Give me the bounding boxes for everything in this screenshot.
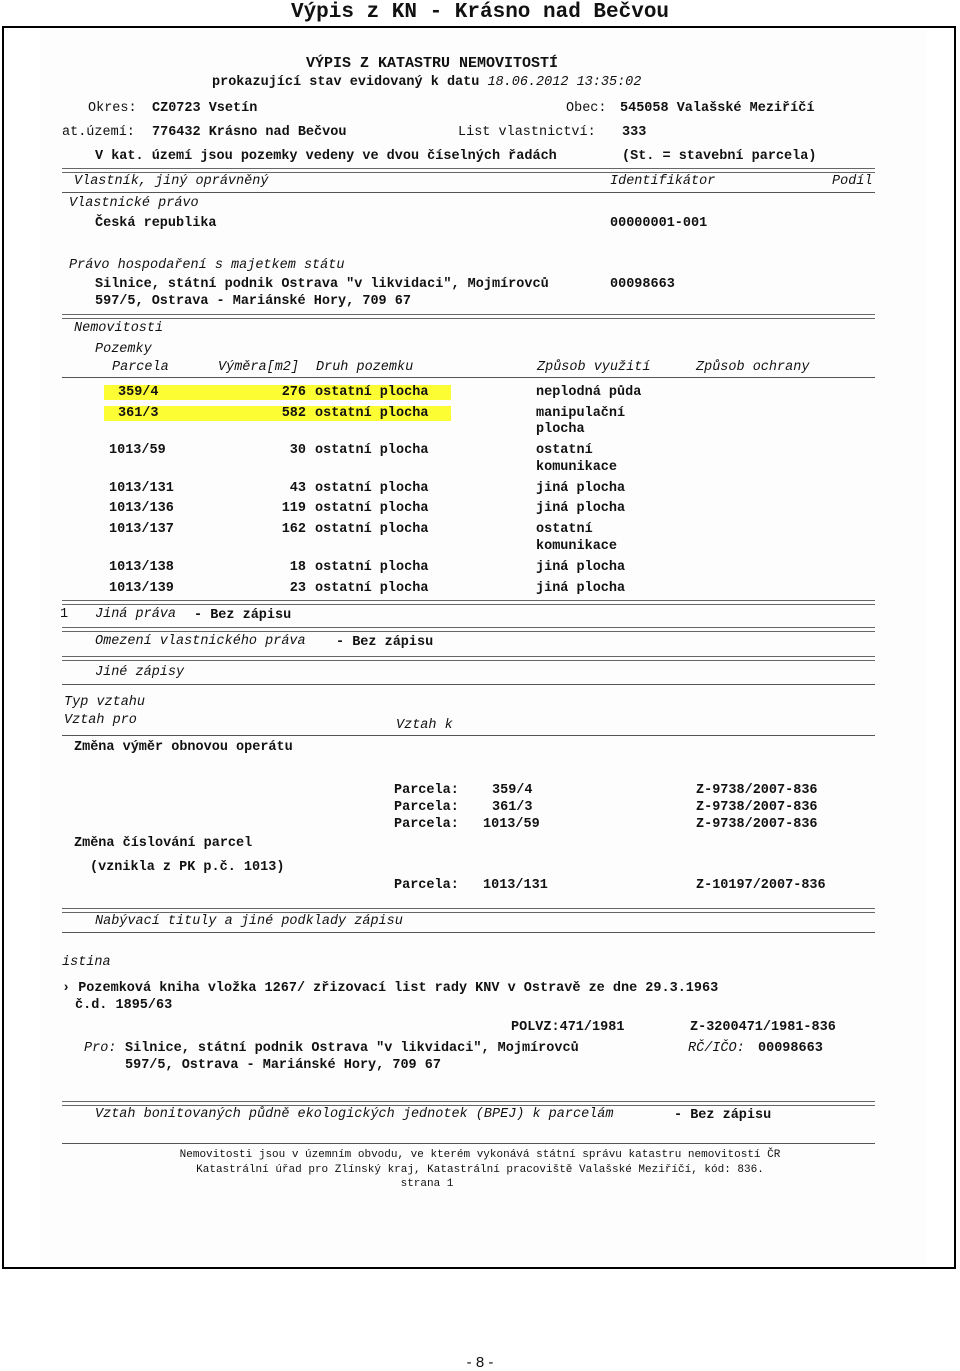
ku-label: at.území: — [62, 125, 135, 140]
parcel-number: 1013/59 — [109, 443, 166, 458]
parcel-number: 1013/137 — [109, 522, 174, 537]
parcel-kind: ostatní plocha — [315, 443, 429, 458]
header-zpusob-ochrany: Způsob ochrany — [696, 360, 810, 375]
rc-value: 00098663 — [758, 1041, 823, 1056]
divider — [62, 735, 875, 736]
vznikla-note: (vznikla z PK p.č. 1013) — [90, 860, 285, 875]
divider — [62, 1101, 875, 1106]
okres-value: CZ0723 Vsetín — [152, 101, 258, 116]
parcel-kind: ostatní plocha — [315, 501, 429, 516]
divider — [62, 377, 875, 378]
parcel-area: 43 — [289, 481, 306, 496]
footer-line-2: Katastrální úřad pro Zlínský kraj, Katastrální pracoviště Valašské Meziříčí, kód: 836. — [196, 1164, 764, 1176]
header-parcela: Parcela — [112, 360, 169, 375]
parcel-kind: ostatní plocha — [315, 581, 429, 596]
parcel-area: 30 — [289, 443, 306, 458]
parcel-number: 361/3 — [118, 406, 159, 421]
parcel-area: 582 — [281, 406, 306, 421]
parcel-use: ostatní — [536, 522, 593, 537]
section-nabyvaci: Nabývací tituly a jiné podklady zápisu — [95, 914, 403, 929]
right2-name-1: Silnice, státní podnik Ostrava "v likvidaci", Mojmírovců — [95, 277, 549, 292]
page-title: Výpis z KN - Krásno nad Bečvou — [290, 1, 670, 24]
lv-value: 333 — [622, 125, 647, 140]
parcel-use: jiná plocha — [536, 501, 626, 516]
parcel-use: neplodná půda — [536, 385, 642, 400]
bpej-value: - Bez zápisu — [674, 1108, 772, 1123]
parcel-use: ostatní — [536, 443, 593, 458]
pro-line-2: 597/5, Ostrava - Mariánské Hory, 709 67 — [125, 1058, 441, 1073]
right1-label: Vlastnické právo — [69, 196, 199, 211]
kniha-line-2: č.d. 1895/63 — [75, 998, 173, 1013]
parcel-use: jiná plocha — [536, 481, 626, 496]
right1-id: 00000001-001 — [610, 216, 708, 231]
obec-label: Obec: — [566, 101, 607, 116]
ref-parcel-label: Parcela: — [394, 878, 459, 893]
right2-id: 00098663 — [610, 277, 675, 292]
parcel-use-cont: plocha — [536, 422, 585, 437]
ref-number: Z-10197/2007-836 — [696, 878, 826, 893]
typ-vztahu-label: Typ vztahu — [64, 695, 146, 710]
subtitle-prefix: prokazující stav evidovaný k datu — [212, 75, 480, 90]
ref-number: Z-9738/2007-836 — [696, 783, 818, 798]
right2-name-2: 597/5, Ostrava - Mariánské Hory, 709 67 — [95, 294, 411, 309]
ref-parcel-label: Parcela: — [394, 817, 459, 832]
parcel-number: 1013/131 — [109, 481, 174, 496]
divider — [62, 600, 875, 605]
divider — [62, 656, 875, 661]
zmena-vymer: Změna výměr obnovou operátu — [74, 740, 293, 755]
section-omezeni: Omezení vlastnického práva — [95, 634, 306, 649]
ref-number: Z-9738/2007-836 — [696, 800, 818, 815]
obec-value: 545058 Valašské Meziříčí — [620, 101, 815, 116]
section-mark: 1 — [60, 607, 69, 622]
ref-parcel: 1013/131 — [483, 878, 548, 893]
section-jine-zapisy: Jiné zápisy — [95, 665, 185, 680]
parcel-kind: ostatní plocha — [315, 560, 429, 575]
parcel-area: 18 — [289, 560, 306, 575]
divider — [62, 627, 875, 632]
parcel-number: 1013/136 — [109, 501, 174, 516]
page-number: - 8 - — [466, 1354, 494, 1371]
parcel-use: jiná plocha — [536, 560, 626, 575]
doc-subtitle — [212, 75, 641, 90]
header-druh: Druh pozemku — [316, 360, 414, 375]
ref-parcel-label: Parcela: — [394, 800, 459, 815]
pro-line-1: Silnice, státní podnik Ostrava "v likvidaci", Mojmírovců — [125, 1041, 579, 1056]
col-identifier: Identifikátor — [610, 174, 716, 189]
divider — [62, 684, 875, 685]
divider — [62, 314, 875, 319]
pro-label: Pro: — [84, 1041, 117, 1056]
parcel-kind: ostatní plocha — [315, 522, 429, 537]
divider — [62, 1143, 875, 1144]
rc-label: RČ/IČO: — [688, 1041, 745, 1056]
parcel-use: manipulační — [536, 406, 626, 421]
divider — [62, 168, 875, 173]
section-jina-prava: Jiná práva — [95, 607, 177, 622]
footer-line-1: Nemovitosti jsou v územním obvodu, ve kterém vykonává státní správu katastru nemovitostí ČR — [179, 1149, 781, 1161]
parcel-kind: ostatní plocha — [315, 385, 429, 400]
parcel-use-cont: komunikace — [536, 460, 618, 475]
header-vymera: Výměra[m2] — [218, 360, 300, 375]
omezeni-value: - Bez zápisu — [336, 635, 434, 650]
polvz-ref: Z-3200471/1981-836 — [690, 1020, 836, 1035]
col-share: Podíl — [832, 174, 873, 189]
footer-line-3: strana 1 — [400, 1178, 454, 1190]
kniha-line-1: › Pozemková kniha vložka 1267/ zřizovací list rady KNV v Ostravě ze dne 29.3.1963 — [62, 981, 719, 996]
istina-label: istina — [62, 955, 111, 970]
section-nemovitosti: Nemovitosti — [74, 321, 164, 336]
parcel-kind: ostatní plocha — [315, 481, 429, 496]
header-zpusob-vyuziti: Způsob využití — [537, 360, 651, 375]
section-pozemky: Pozemky — [95, 342, 152, 357]
right1-name: Česká republika — [95, 216, 217, 231]
parcel-area: 119 — [281, 501, 306, 516]
ref-parcel: 359/4 — [492, 783, 533, 798]
right2-label: Právo hospodaření s majetkem státu — [69, 258, 345, 273]
subtitle-date: 18.06.2012 13:35:02 — [487, 75, 642, 90]
ref-parcel: 361/3 — [492, 800, 533, 815]
divider — [62, 192, 875, 193]
ref-parcel: 1013/59 — [483, 817, 540, 832]
parcel-area: 23 — [289, 581, 306, 596]
parcel-use-cont: komunikace — [536, 539, 618, 554]
zmena-cislovani: Změna číslování parcel — [74, 836, 253, 851]
parcel-use: jiná plocha — [536, 581, 626, 596]
jina-prava-value: - Bez zápisu — [194, 608, 292, 623]
parcel-kind: ostatní plocha — [315, 406, 429, 421]
doc-title: VÝPIS Z KATASTRU NEMOVITOSTÍ — [306, 55, 559, 72]
ku-value: 776432 Krásno nad Bečvou — [152, 125, 347, 140]
parcel-number: 359/4 — [118, 385, 159, 400]
polvz: POLVZ:471/1981 — [511, 1020, 625, 1035]
ref-parcel-label: Parcela: — [394, 783, 459, 798]
col-owner: Vlastník, jiný oprávněný — [74, 174, 269, 189]
parcel-area: 162 — [281, 522, 306, 537]
rady-note-2: (St. = stavební parcela) — [622, 149, 817, 164]
divider — [62, 908, 875, 913]
parcel-number: 1013/139 — [109, 581, 174, 596]
ref-number: Z-9738/2007-836 — [696, 817, 818, 832]
parcel-number: 1013/138 — [109, 560, 174, 575]
vztah-pro-label: Vztah pro — [64, 713, 137, 728]
section-bpej: Vztah bonitovaných půdně ekologických jednotek (BPEJ) k parcelám — [95, 1107, 614, 1122]
okres-label: Okres: — [88, 101, 137, 116]
vztah-k-label: Vztah k — [396, 718, 453, 733]
parcel-area: 276 — [281, 385, 306, 400]
divider — [62, 932, 875, 933]
rady-note: V kat. území jsou pozemky vedeny ve dvou číselných řadách — [95, 149, 557, 164]
lv-label: List vlastnictví: — [458, 125, 596, 140]
